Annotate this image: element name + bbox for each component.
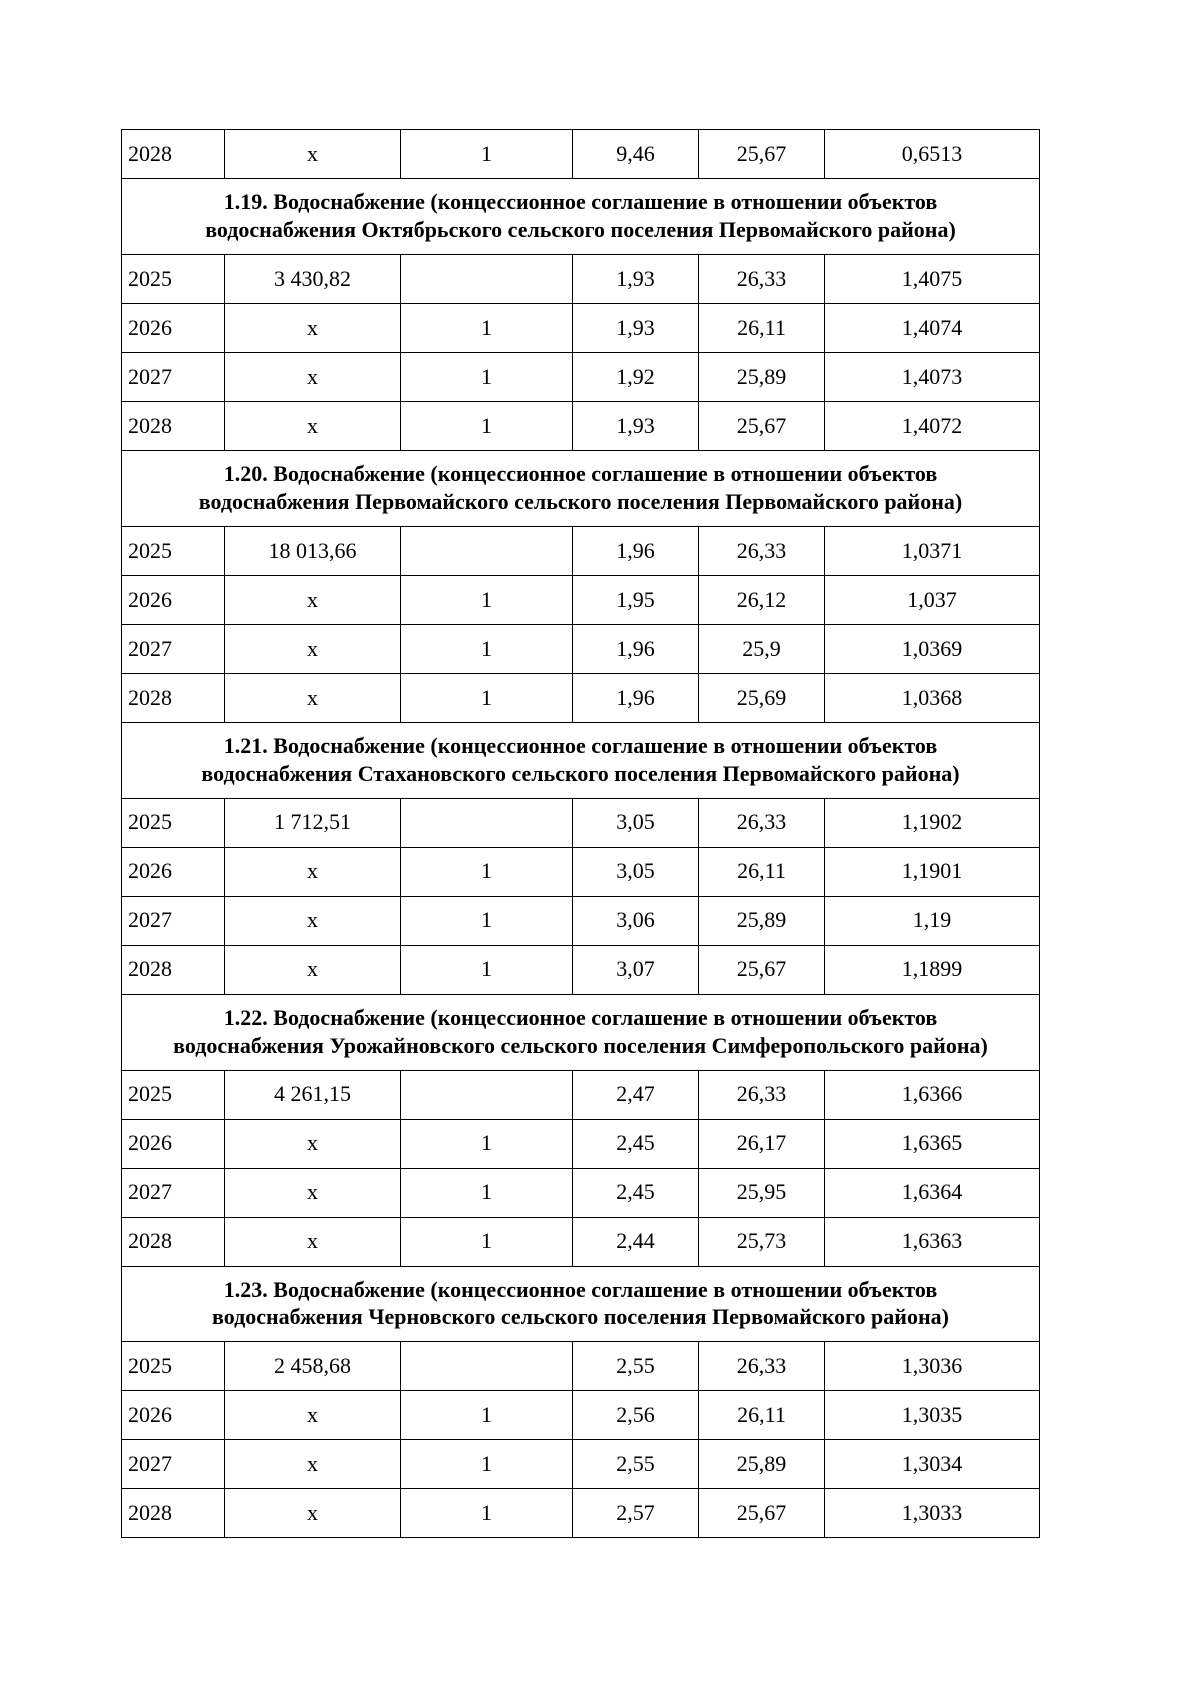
- index-cell: 1: [401, 1440, 573, 1489]
- index-cell: [401, 526, 573, 575]
- index-cell: 1: [401, 352, 573, 401]
- year-cell: 2028: [122, 1489, 225, 1538]
- value-cell: х: [225, 1440, 401, 1489]
- year-cell: 2027: [122, 1440, 225, 1489]
- coef-cell: 1,037: [825, 575, 1040, 624]
- year-cell: 2028: [122, 945, 225, 994]
- coef-cell: 1,3033: [825, 1489, 1040, 1538]
- param2-cell: 25,67: [699, 401, 825, 450]
- coef-cell: 1,3035: [825, 1391, 1040, 1440]
- param2-cell: 25,9: [699, 624, 825, 673]
- section-title: 1.23. Водоснабжение (концессионное соглашение в отношении объектов водоснабжения Черновского сельского поселения Первомайского района): [122, 1266, 1040, 1342]
- value-cell: х: [225, 130, 401, 179]
- year-cell: 2025: [122, 254, 225, 303]
- value-cell: 18 013,66: [225, 526, 401, 575]
- value-cell: х: [225, 1391, 401, 1440]
- year-cell: 2027: [122, 352, 225, 401]
- value-cell: х: [225, 1168, 401, 1217]
- index-cell: 1: [401, 624, 573, 673]
- year-cell: 2028: [122, 130, 225, 179]
- coef-cell: 1,0368: [825, 673, 1040, 722]
- year-cell: 2025: [122, 1342, 225, 1391]
- coef-cell: 1,1901: [825, 847, 1040, 896]
- table-row: [122, 575, 1040, 624]
- value-cell: х: [225, 401, 401, 450]
- coef-cell: 1,3034: [825, 1440, 1040, 1489]
- table-row: [122, 352, 1040, 401]
- param-cell: 1,96: [573, 673, 699, 722]
- year-cell: 2027: [122, 1168, 225, 1217]
- param-cell: 2,57: [573, 1489, 699, 1538]
- index-cell: 1: [401, 673, 573, 722]
- coef-cell: 1,0369: [825, 624, 1040, 673]
- param-cell: 1,95: [573, 575, 699, 624]
- year-cell: 2026: [122, 1391, 225, 1440]
- year-cell: 2026: [122, 575, 225, 624]
- coef-cell: 1,1899: [825, 945, 1040, 994]
- table-row: [122, 673, 1040, 722]
- table-row: [122, 1070, 1040, 1119]
- param-cell: 9,46: [573, 130, 699, 179]
- param2-cell: 25,95: [699, 1168, 825, 1217]
- value-cell: х: [225, 1119, 401, 1168]
- coef-cell: 1,0371: [825, 526, 1040, 575]
- param2-cell: 26,11: [699, 847, 825, 896]
- section-header-row: [122, 179, 1040, 255]
- coef-cell: 1,4074: [825, 303, 1040, 352]
- index-cell: 1: [401, 1489, 573, 1538]
- coef-cell: 1,6363: [825, 1217, 1040, 1266]
- value-cell: 4 261,15: [225, 1070, 401, 1119]
- value-cell: х: [225, 945, 401, 994]
- coef-cell: 1,4075: [825, 254, 1040, 303]
- param2-cell: 25,69: [699, 673, 825, 722]
- table-row: [122, 1119, 1040, 1168]
- year-cell: 2028: [122, 1217, 225, 1266]
- param2-cell: 26,33: [699, 798, 825, 847]
- value-cell: х: [225, 1217, 401, 1266]
- value-cell: 3 430,82: [225, 254, 401, 303]
- table-row: [122, 896, 1040, 945]
- coef-cell: 1,19: [825, 896, 1040, 945]
- table-row: [122, 130, 1040, 179]
- index-cell: 1: [401, 847, 573, 896]
- index-cell: 1: [401, 1168, 573, 1217]
- param2-cell: 25,89: [699, 352, 825, 401]
- param-cell: 3,06: [573, 896, 699, 945]
- param-cell: 3,05: [573, 798, 699, 847]
- value-cell: х: [225, 673, 401, 722]
- param2-cell: 25,67: [699, 1489, 825, 1538]
- year-cell: 2026: [122, 847, 225, 896]
- param2-cell: 25,67: [699, 945, 825, 994]
- param-cell: 2,44: [573, 1217, 699, 1266]
- param-cell: 2,55: [573, 1440, 699, 1489]
- param2-cell: 26,11: [699, 1391, 825, 1440]
- param2-cell: 25,73: [699, 1217, 825, 1266]
- index-cell: 1: [401, 945, 573, 994]
- section-title: 1.20. Водоснабжение (концессионное соглашение в отношении объектов водоснабжения Первомайского сельского поселения Первомайского района): [122, 450, 1040, 526]
- param-cell: 3,07: [573, 945, 699, 994]
- table-body: [122, 130, 1040, 1538]
- param-cell: 1,92: [573, 352, 699, 401]
- section-header-row: [122, 994, 1040, 1070]
- coef-cell: 1,6364: [825, 1168, 1040, 1217]
- table-row: [122, 847, 1040, 896]
- param2-cell: 25,89: [699, 896, 825, 945]
- section-title: 1.21. Водоснабжение (концессионное соглашение в отношении объектов водоснабжения Стахановского сельского поселения Первомайского района): [122, 722, 1040, 798]
- param-cell: 1,93: [573, 254, 699, 303]
- index-cell: 1: [401, 303, 573, 352]
- year-cell: 2026: [122, 303, 225, 352]
- table-row: [122, 1489, 1040, 1538]
- param-cell: 2,55: [573, 1342, 699, 1391]
- value-cell: х: [225, 352, 401, 401]
- table-row: [122, 1391, 1040, 1440]
- index-cell: [401, 1342, 573, 1391]
- value-cell: х: [225, 303, 401, 352]
- param2-cell: 26,33: [699, 1342, 825, 1391]
- year-cell: 2028: [122, 401, 225, 450]
- param-cell: 1,93: [573, 303, 699, 352]
- section-title: 1.19. Водоснабжение (концессионное соглашение в отношении объектов водоснабжения Октябрьского сельского поселения Первомайского района): [122, 179, 1040, 255]
- index-cell: [401, 798, 573, 847]
- param2-cell: 26,17: [699, 1119, 825, 1168]
- value-cell: 1 712,51: [225, 798, 401, 847]
- param2-cell: 26,11: [699, 303, 825, 352]
- table-row: [122, 1168, 1040, 1217]
- index-cell: 1: [401, 896, 573, 945]
- param2-cell: 26,33: [699, 1070, 825, 1119]
- param-cell: 3,05: [573, 847, 699, 896]
- index-cell: 1: [401, 1391, 573, 1440]
- param2-cell: 26,33: [699, 254, 825, 303]
- year-cell: 2028: [122, 673, 225, 722]
- index-cell: 1: [401, 401, 573, 450]
- year-cell: 2025: [122, 798, 225, 847]
- section-header-row: [122, 1266, 1040, 1342]
- table-row: [122, 303, 1040, 352]
- year-cell: 2025: [122, 526, 225, 575]
- param-cell: 2,45: [573, 1168, 699, 1217]
- table-row: [122, 526, 1040, 575]
- coef-cell: 0,6513: [825, 130, 1040, 179]
- param2-cell: 26,33: [699, 526, 825, 575]
- section-header-row: [122, 722, 1040, 798]
- value-cell: х: [225, 896, 401, 945]
- param-cell: 2,47: [573, 1070, 699, 1119]
- index-cell: 1: [401, 575, 573, 624]
- coef-cell: 1,4073: [825, 352, 1040, 401]
- value-cell: х: [225, 624, 401, 673]
- param-cell: 2,56: [573, 1391, 699, 1440]
- index-cell: [401, 254, 573, 303]
- table-row: [122, 401, 1040, 450]
- year-cell: 2027: [122, 896, 225, 945]
- param2-cell: 26,12: [699, 575, 825, 624]
- value-cell: х: [225, 1489, 401, 1538]
- param-cell: 2,45: [573, 1119, 699, 1168]
- index-cell: 1: [401, 1217, 573, 1266]
- value-cell: 2 458,68: [225, 1342, 401, 1391]
- index-cell: [401, 1070, 573, 1119]
- coef-cell: 1,3036: [825, 1342, 1040, 1391]
- table-row: [122, 1440, 1040, 1489]
- coef-cell: 1,4072: [825, 401, 1040, 450]
- section-title: 1.22. Водоснабжение (концессионное соглашение в отношении объектов водоснабжения Урожайновского сельского поселения Симферопольского района): [122, 994, 1040, 1070]
- param2-cell: 25,67: [699, 130, 825, 179]
- table-row: [122, 254, 1040, 303]
- param-cell: 1,93: [573, 401, 699, 450]
- param-cell: 1,96: [573, 624, 699, 673]
- value-cell: х: [225, 847, 401, 896]
- section-header-row: [122, 450, 1040, 526]
- value-cell: х: [225, 575, 401, 624]
- index-cell: 1: [401, 1119, 573, 1168]
- table-row: [122, 798, 1040, 847]
- table-row: [122, 1342, 1040, 1391]
- year-cell: 2027: [122, 624, 225, 673]
- index-cell: 1: [401, 130, 573, 179]
- table-row: [122, 624, 1040, 673]
- param2-cell: 25,89: [699, 1440, 825, 1489]
- table-row: [122, 1217, 1040, 1266]
- coef-cell: 1,6365: [825, 1119, 1040, 1168]
- coef-cell: 1,6366: [825, 1070, 1040, 1119]
- tariff-table: [121, 129, 1040, 1538]
- table-row: [122, 945, 1040, 994]
- coef-cell: 1,1902: [825, 798, 1040, 847]
- year-cell: 2025: [122, 1070, 225, 1119]
- year-cell: 2026: [122, 1119, 225, 1168]
- param-cell: 1,96: [573, 526, 699, 575]
